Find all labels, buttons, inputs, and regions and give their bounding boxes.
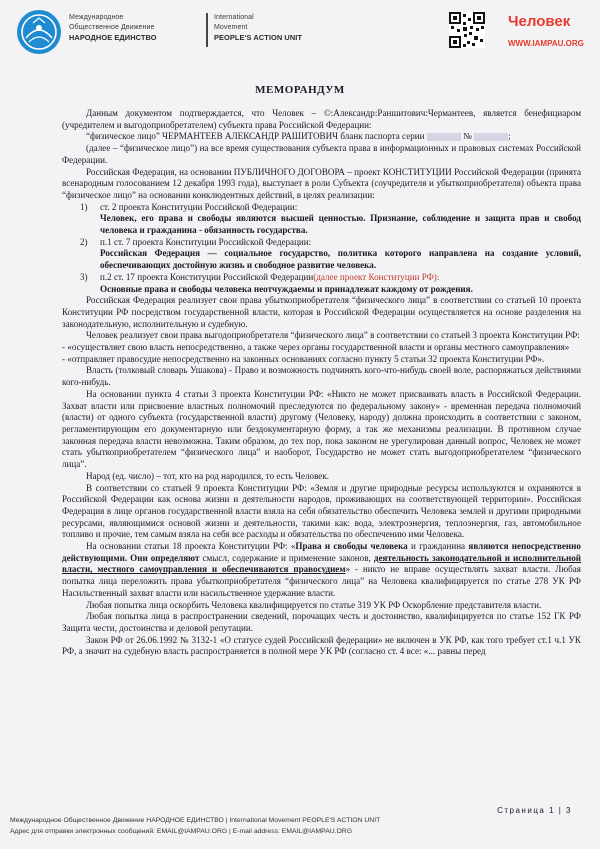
text: смысл, содержание и применение законов, — [199, 552, 374, 563]
text: № — [463, 131, 472, 142]
paragraph: Российская Федерация, на основании ПУБЛИЧНОГО ДОГОВОРА – проект КОНСТИТУЦИИ Российской Федерации (принята всенародным голосованием 12 декабря 1993 года), выступает в роли Субъекта (соучредителя и убыткоприобретателя) объекта права “физическое лицо” на основании конклюдентных действий, в целях реализации: — [62, 166, 581, 200]
text-bold: являются непосредственно действующими. Они определяют — [62, 541, 581, 563]
paragraph: В соответствии со статьей 9 проекта Конституции РФ: «Земля и другие природные ресурсы используются и охраняются в Российской Федерации как основа жизни и деятельности народов, проживающих на соответствующей территории». Российская Федерация в лице органов государственной власти взяла на себя обязательство обеспечить Человека землей и другими природными ресурсами, являющимися основой жизни и деятельности, такими как: вода, электроэнергия, теплоэнергия, газ, автомобильное топливо и прочие, тем самым взяла на себя все расходы и обязательства по обеспечению ими Человека. — [62, 482, 581, 540]
paragraph: - «отправляет правосудие непосредственно на законных основаниях согласно пункту 5 статьи 32 проекта Конституции РФ». — [62, 353, 545, 364]
qr-code-icon — [449, 12, 485, 48]
paragraph — [62, 131, 581, 143]
org-name-en — [206, 13, 302, 47]
brand-url: WWW.IAMPAU.ORG — [508, 39, 584, 48]
document-body — [62, 108, 581, 658]
paragraph: (далее – “физическое лицо”) на все время существования субъекта права в информационных и правовых системах Российской Федерации. — [62, 143, 581, 165]
document-title: МЕМОРАНДУМ — [255, 84, 345, 96]
paragraph: Любая попытка лица оскорбить Человека квалифицируется по статье 319 УК РФ Оскорбление представителя власти. — [86, 599, 542, 610]
text: » - никто не вправе осуществлять захват власти. Любая попытка лица переложить права убыткоприобретателя “физического лица” на Человека квалифицируется по статье 278 УК РФ Насильственный захват власти или насильственное удержание власти. — [62, 564, 581, 598]
redacted-block — [427, 133, 461, 141]
list-number: 1) — [80, 201, 88, 212]
org-en-line-3: PEOPLE'S ACTION UNIT — [214, 33, 303, 42]
org-en-line-1: International — [214, 14, 254, 21]
list-item — [62, 202, 581, 214]
footer-line-1: Международное Общественное Движение НАРОДНОЕ ЕДИНСТВО | International Movement PEOPLE'S ACTION UNIT — [10, 817, 381, 824]
brand-block — [508, 14, 584, 52]
org-ru-line-3: НАРОДНОЕ ЕДИНСТВО — [69, 33, 157, 42]
paragraph: Закон РФ от 26.06.1992 № 3132-1 «О статусе судей Российской федерации» не включен в УК РФ, как того требует ст.1 ч.1 УК РФ, а значит на судебную власть распространяется в полной мере УК РФ (согласно ст. 4 все: «... равны перед — [62, 634, 581, 657]
text-bold-underline: деятельность законодательной и исполнительной власти, местного самоуправления и обеспечиваются правосудием — [62, 552, 581, 575]
list-text: п.1 ст. 7 проекта Конституции Российской Федерации: — [100, 236, 312, 247]
org-ru-line-2: Общественное Движение — [69, 24, 155, 31]
org-name-ru — [69, 13, 189, 43]
un-globe-logo-icon — [17, 10, 61, 54]
list-text-highlight: (далее проект Конституции РФ): — [313, 271, 440, 282]
quote: Российская Федерация — социальное государство, политика которого направлена на создание условий, обеспечивающих достойную жизнь и свободное развитие человека. — [100, 248, 581, 271]
paragraph: Народ (ед. число) – тот, кто на род народился, то есть Человек. — [86, 470, 330, 481]
org-en-line-2: Movement — [214, 24, 248, 31]
list-text: п.2 ст. 17 проекта Конституции Российской Федерации — [100, 271, 314, 282]
text: ; — [508, 131, 511, 142]
paragraph: На основании пункта 4 статьи 3 проекта Конституции РФ: «Никто не может присваивать власть в Российской Федерации. Захват власти или присвоение властных полномочий преследуются по федеральному закону» - временная передача полномочий (власти) от одного субъекта (государственной власти) другому (Человеку, народу) должна происходить в соответствии с законом, регламентирующим его документарную или бездокументарную форму, а так же механизмы реализации. В противном случае законная передача власти невозможна. Таким образом, до тех пор, пока законом не урегулирован данный вопрос, Человек не может стать убыткоприобретателем “физического лица” и наоборот, Государство не может стать выгодоприобретателем “физического лица”. — [62, 388, 581, 470]
list-text: ст. 2 проекта Конституции Российской Федерации: — [100, 201, 298, 212]
list-number: 2) — [80, 236, 88, 247]
paragraph — [62, 541, 581, 600]
text: “физическое лицо” ЧЕРМАНТЕЕВ АЛЕКСАНДР РАШИТОВИЧ бланк паспорта серии — [86, 131, 425, 142]
paragraph: Российская Федерация реализует свои права убыткоприобретателя “физического лица” в соответствии со статьей 10 проекта Конституции РФ посредством государственной власти, которая в Российской Федерации осуществляется на основе разделения на законодательную, исполнительную и судебную. — [62, 295, 581, 329]
redacted-block — [474, 133, 508, 141]
list-item — [62, 237, 581, 249]
text: и гражданина — [407, 541, 469, 552]
paragraph: Любая попытка лица в распространении сведений, порочащих честь и достоинство, квалифицируется по статье 152 ГК РФ Защита чести, достоинства и деловой репутации. — [62, 611, 581, 633]
quote: Человек, его права и свободы являются высшей ценностью. Признание, соблюдение и защита прав и свобод человека и гражданина - обязанность государства. — [100, 213, 581, 236]
page-number: Страница 1 | 3 — [497, 806, 572, 815]
brand-name: Человек — [508, 13, 571, 30]
paragraph: - «осуществляет свою власть непосредственно, а также через органы государственной власти и органы местного самоуправления» — [62, 342, 570, 353]
list-item — [62, 272, 581, 284]
list-number: 3) — [80, 271, 88, 282]
org-ru-line-1: Международное — [69, 14, 124, 21]
paragraph: Власть (толковый словарь Ушакова) - Право и возможность подчинять кого-что-нибудь своей воле, распоряжаться действиями кого-нибудь. — [62, 365, 581, 388]
footer-line-2: Адрес для отправки электронных сообщений: EMAIL@IAMPAU.ORG | E-mail address: EMAIL@IAMPAU.ORG — [10, 828, 353, 835]
paragraph: Данным документом подтверждается, что Человек – ©:Александр:Раншитович:Чермантеев, является бенефициаром (учредителем и выгодоприобретателем) субъекта права Российской Федерации: — [62, 108, 581, 130]
footer — [10, 815, 590, 837]
quote: Основные права и свободы человека неотчуждаемы и принадлежат каждому от рождения. — [100, 283, 473, 294]
text-bold: Права и свободы человека — [295, 541, 408, 552]
letterhead — [0, 0, 600, 66]
paragraph: Человек реализует свои права выгодоприобретателя “физического лица” в соответствии со статьей 3 проекта Конституции РФ: — [86, 330, 580, 341]
text: На основании статьи 18 проекта Конституции РФ: « — [86, 541, 296, 552]
